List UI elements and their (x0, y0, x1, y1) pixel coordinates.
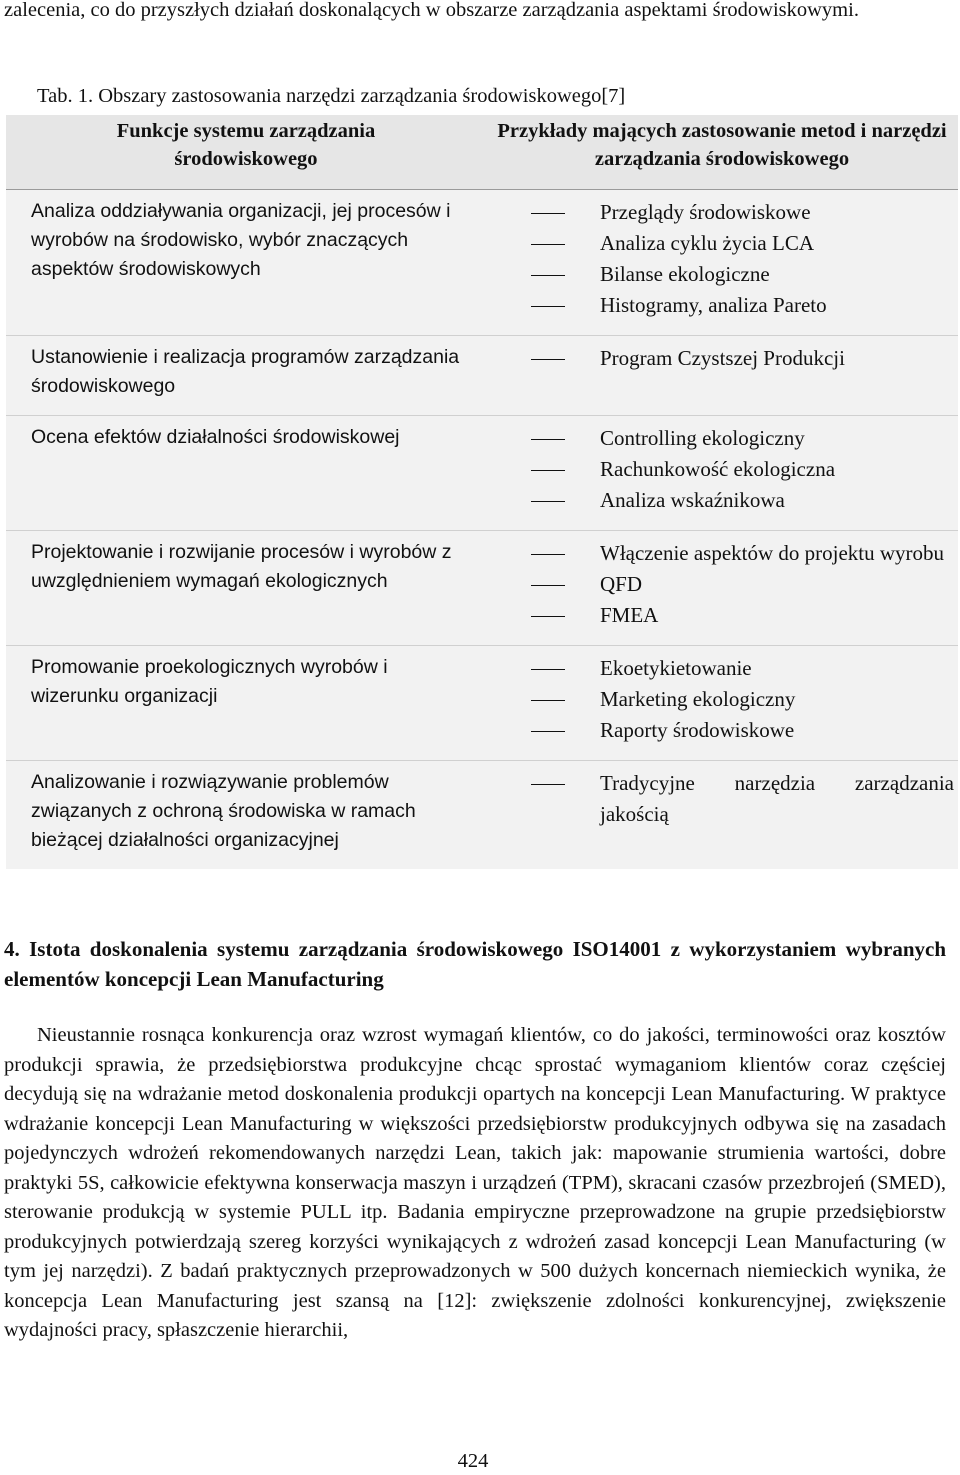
tool-item (486, 768, 954, 830)
dash-bullet-icon (531, 244, 565, 245)
table-row (6, 531, 958, 646)
function-cell: Analiza oddziaływania organizacji, jej procesów i wyrobów na środowisko, wybór znaczących aspektów środowiskowych (31, 200, 451, 280)
table-row (6, 761, 958, 870)
tool-item (486, 600, 954, 631)
tool-label: Analiza wskaźnikowa (600, 488, 785, 512)
tool-item (486, 715, 954, 746)
tool-item (486, 454, 954, 485)
tool-item (486, 197, 954, 228)
table-row (6, 336, 958, 416)
table-row (6, 190, 958, 336)
tool-label: Włączenie aspektów do projektu wyrobu (600, 541, 945, 565)
body-paragraph: Nieustannie rosnąca konkurencja oraz wzrost wymagań klientów, co do jakości, terminowości oraz kosztów produkcji sprawia, że przedsiębiorstwa produkcyjne chcąc sprostać wymaganiom klientów coraz częściej decydują się na wdrażanie metod doskonalenia produkcji opartych na koncepcji Lean Manufacturing. W praktyce wdrażanie koncepcji Lean Manufacturing w większości przedsiębiorstw produkcyjnych odbywa się na zasadach pojedynczych wdrożeń rekomendowanych narzędzi Lean, takich jak: mapowanie strumienia wartości, dobre praktyki 5S, całkowicie efektywna konserwacja maszyn i urządzeń (TPM), skracani czasów przezbrojeń (SMED), sterowanie produkcją w systemie PULL itp. Badania empiryczne przeprowadzone na grupie przedsiębiorstw produkcyjnych potwierdzają szereg korzyści wynikających z wdrożeń zasad koncepcji Lean Manufacturing (w tym jej narzędzi). Z badań praktycznych przeprowadzonych w 500 dużych koncernach niemieckich wynika, że koncepcja Lean Manufacturing jest szansą na [12]: zwiększenie zdolności konkurencyjnej, zwiększenie wydajności pracy, spłaszczenie hierarchii, (4, 1024, 946, 1341)
tool-label: Ekoetykietowanie (600, 656, 752, 680)
tool-label: FMEA (600, 603, 659, 627)
tool-label: Analiza cyklu życia LCA (600, 231, 814, 255)
tool-label: Przeglądy środowiskowe (600, 200, 811, 224)
tool-item (486, 569, 954, 600)
dash-bullet-icon (531, 306, 565, 307)
dash-bullet-icon (531, 784, 565, 785)
dash-bullet-icon (531, 554, 565, 555)
dash-bullet-icon (531, 359, 565, 360)
column-header-examples: Przykłady mających zastosowanie metod i narzędzi zarządzania środowiskowego (486, 115, 958, 190)
page-number: 424 (457, 1450, 489, 1472)
tool-item (486, 290, 954, 321)
table-caption: Tab. 1. Obszary zastosowania narzędzi zarządzania środowiskowego[7] (37, 85, 626, 107)
function-cell: Ustanowienie i realizacja programów zarządzania środowiskowego (6, 336, 486, 416)
function-cell: Projektowanie i rozwijanie procesów i wyrobów z uwzględnieniem wymagań ekologicznych (6, 531, 486, 646)
tool-label: Program Czystszej Produkcji (600, 346, 845, 370)
function-cell: Analizowanie i rozwiązywanie problemów związanych z ochroną środowiska w ramach bieżącej działalności organizacyjnej (6, 761, 486, 870)
dash-bullet-icon (531, 731, 565, 732)
tool-item (486, 259, 954, 290)
tool-item (486, 653, 954, 684)
dash-bullet-icon (531, 470, 565, 471)
tool-label: Raporty środowiskowe (600, 718, 795, 742)
table-row (6, 416, 958, 531)
tools-cell (486, 190, 958, 336)
dash-bullet-icon (531, 669, 565, 670)
function-cell: Promowanie proekologicznych wyrobów i wizerunku organizacji (6, 646, 486, 761)
tool-label: Marketing ekologiczny (600, 687, 796, 711)
tool-label: Bilanse ekologiczne (600, 262, 770, 286)
tool-label: QFD (600, 572, 643, 596)
tools-table (6, 115, 958, 869)
dash-bullet-icon (531, 439, 565, 440)
tool-item (486, 228, 954, 259)
tools-cell (486, 646, 958, 761)
tool-item (486, 684, 954, 715)
tool-label: Rachunkowość ekologiczna (600, 457, 836, 481)
dash-bullet-icon (531, 616, 565, 617)
tool-label: Controlling ekologiczny (600, 426, 805, 450)
dash-bullet-icon (531, 700, 565, 701)
section-heading: 4. Istota doskonalenia systemu zarządzania środowiskowego ISO14001 z wykorzystaniem wybranych elementów koncepcji Lean Manufacturing (4, 937, 946, 991)
tool-item (486, 343, 954, 374)
tools-cell (486, 336, 958, 416)
dash-bullet-icon (531, 213, 565, 214)
tool-item (486, 538, 954, 569)
section-body (4, 1021, 946, 1346)
function-cell: Ocena efektów działalności środowiskowej (6, 416, 486, 531)
dash-bullet-icon (531, 585, 565, 586)
tools-cell (486, 531, 958, 646)
tool-item (486, 423, 954, 454)
dash-bullet-icon (531, 501, 565, 502)
dash-bullet-icon (531, 275, 565, 276)
intro-paragraph: zalecenia, co do przyszłych działań doskonalących w obszarze zarządzania aspektami środowiskowymi. (4, 0, 859, 21)
column-header-functions: Funkcje systemu zarządzania środowiskowego (6, 115, 486, 190)
tool-item (486, 485, 954, 516)
tool-label: Histogramy, analiza Pareto (600, 293, 827, 317)
table-row (6, 646, 958, 761)
tools-cell (486, 416, 958, 531)
table-header-row (6, 115, 958, 190)
tools-cell (486, 761, 958, 870)
tool-label: Tradycyjne narzędzia zarządzania jakością (600, 771, 954, 826)
